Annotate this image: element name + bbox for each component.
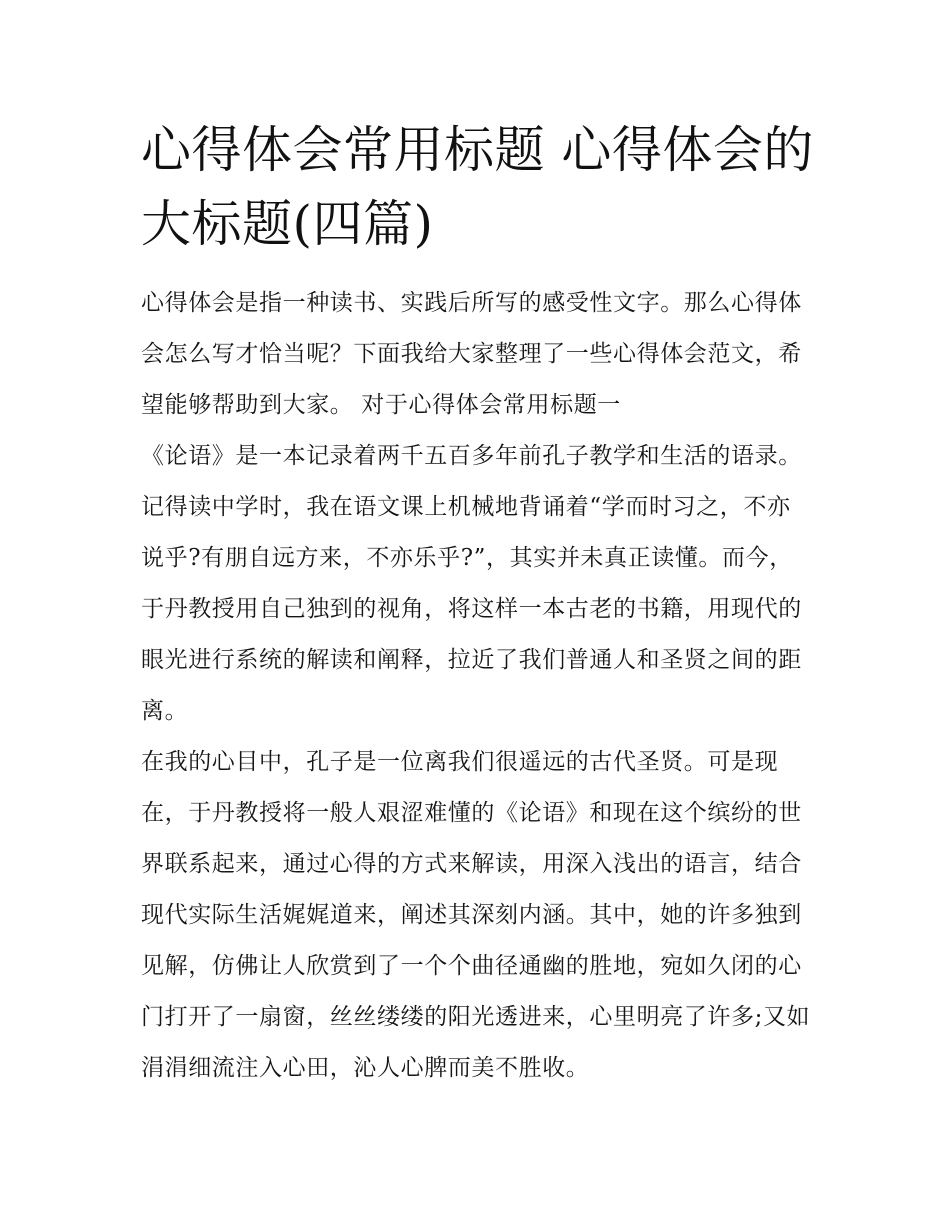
paragraph-confucius: 在我的心目中，孔子是一位离我们很遥远的古代圣贤。可是现在，于丹教授将一般人艰涩难懂的《论语》和现在这个缤纷的世界联系起来，通过心得的方式来解读，用深入浅出的语言，结合现代实际生活娓娓道来，阐述其深刻内涵。其中，她的许多独到见解，仿佛让人欣赏到了一个个曲径通幽的胜地，宛如久闭的心门打开了一扇窗，丝丝缕缕的阳光透进来，心里明亮了许多;又如涓涓细流注入心田，沁人心脾而美不胜收。 [141,749,811,1081]
paragraph-intro: 心得体会是指一种读书、实践后所写的感受性文字。那么心得体会怎么写才恰当呢？下面我给大家整理了一些心得体会范文，希望能够帮助到大家。 对于心得体会常用标题一 [141,290,802,418]
document-body [141,278,813,1094]
paragraph-lunyu: 《论语》是一本记录着两千五百多年前孔子教学和生活的语录。记得读中学时，我在语文课上机械地背诵着“学而时习之，不亦说乎?有朋自远方来，不亦乐乎?”，其实并未真正读懂。而今，于丹教授用自己独到的视角，将这样一本古老的书籍，用现代的眼光进行系统的解读和阐释，拉近了我们普通人和圣贤之间的距离。 [141,443,802,724]
document-title: 心得体会常用标题 心得体会的大标题(四篇) [141,121,814,253]
